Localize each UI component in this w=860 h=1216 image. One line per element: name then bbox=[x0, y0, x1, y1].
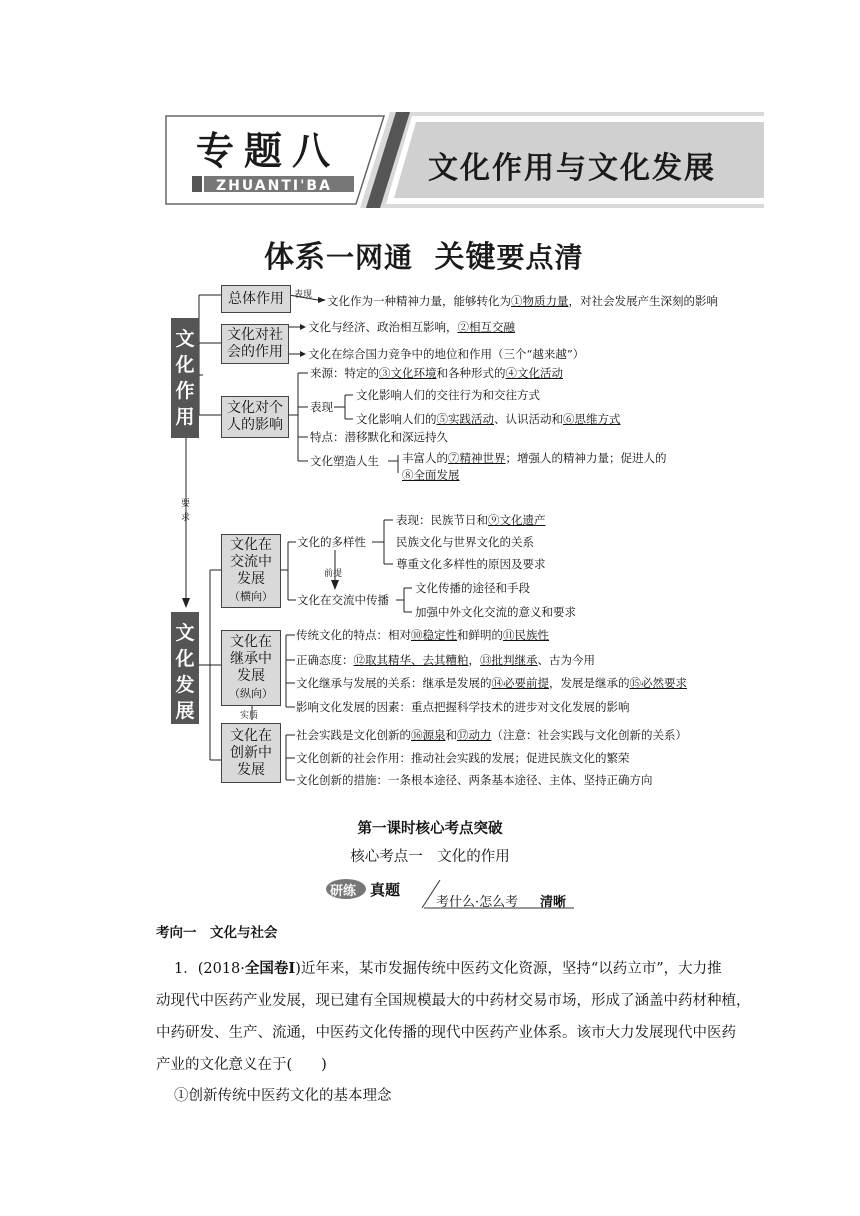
question-1-line-3: 中药研发、生产、流通，中医药文化传播的现代中医药产业体系。该市大力发展现代中医药 bbox=[156, 1025, 736, 1041]
system-title-part3: 关键 bbox=[434, 240, 497, 275]
link-essence: 实质 bbox=[240, 711, 259, 721]
question-1-line-1: 1．(2018·全国卷Ⅰ)近年来，某市发掘传统中医药文化资源，坚持“以药立市”，大力推 bbox=[174, 960, 722, 977]
person-feature: 特点：潜移默化和深远持久 bbox=[310, 430, 448, 444]
lesson-title: 第一课时核心考点突破 bbox=[357, 820, 503, 837]
person-shape-label: 文化塑造人生 bbox=[310, 454, 379, 468]
spread-label: 文化在交流中传播 bbox=[297, 593, 389, 607]
node-inherit-development: 文化在 继承中 发展 （纵向） bbox=[221, 630, 281, 706]
link-requirement: 要求 bbox=[181, 499, 191, 523]
category-culture-role: 文化作用 bbox=[171, 318, 199, 438]
badge-text-2: 真题 bbox=[370, 881, 401, 899]
question-1-line-2: 动现代中医药产业发展，现已建有全国规模最大的中药材交易市场，形成了涵盖中药材种植， bbox=[156, 993, 751, 1009]
inherit-item-2: 正确态度：⑫取其精华、去其糟粕，⑬批判继承、古为今用 bbox=[296, 653, 595, 667]
spread-item-1: 文化传播的途径和手段 bbox=[415, 581, 530, 595]
inherit-item-1: 传统文化的特点：相对⑩稳定性和鲜明的⑪民族性 bbox=[296, 628, 549, 642]
person-manifest-1: 文化影响人们的交往行为和交往方式 bbox=[356, 388, 540, 402]
diversity-item-2: 民族文化与世界文化的关系 bbox=[396, 535, 534, 549]
badge-text-3: 考什么·怎么考 bbox=[436, 895, 519, 910]
diversity-item-3: 尊重文化多样性的原因及要求 bbox=[396, 557, 546, 571]
person-manifest-2: 文化影响人们的⑤实践活动、认识活动和⑥思维方式 bbox=[356, 412, 621, 426]
node-overall-role: 总体作用 bbox=[221, 285, 291, 313]
link-premise: 前提 bbox=[324, 569, 343, 579]
node-person-role: 文化对个 人的影响 bbox=[221, 396, 289, 438]
node-society-role: 文化对社 会的作用 bbox=[221, 324, 289, 364]
diversity-item-1: 表现：民族节日和⑨文化遗产 bbox=[396, 513, 546, 527]
core-point-title: 核心考点一 文化的作用 bbox=[350, 849, 510, 865]
innovate-item-2: 文化创新的社会作用：推动社会实践的发展；促进民族文化的繁荣 bbox=[296, 751, 630, 765]
person-shape-1: 丰富人的⑦精神世界；增强人的精神力量；促进人的 bbox=[402, 451, 667, 465]
person-manifest-label: 表现 bbox=[310, 400, 333, 414]
category-culture-development: 文化发展 bbox=[171, 612, 199, 724]
person-source: 来源：特定的③文化环境和各种形式的④文化活动 bbox=[310, 366, 563, 380]
inherit-item-4: 影响文化发展的因素：重点把握科学技术的进步对文化发展的影响 bbox=[296, 700, 630, 714]
system-title-part4: 要点清 bbox=[496, 241, 584, 274]
system-title-part2: 一网通 bbox=[326, 241, 414, 274]
inherit-item-3: 文化继承与发展的关系：继承是发展的⑭必要前提，发展是继承的⑮必然要求 bbox=[296, 676, 687, 690]
question-1-line-4: 产业的文化意义在于( ) bbox=[156, 1057, 327, 1073]
badge-text-1: 研练 bbox=[330, 884, 357, 899]
innovate-item-3: 文化创新的措施：一条根本途径、两条基本途径、主体、坚持正确方向 bbox=[296, 773, 653, 787]
node-exchange-development: 文化在 交流中 发展 （横向） bbox=[221, 534, 281, 608]
label-manifest: 表现 bbox=[294, 290, 313, 300]
system-title-part1: 体系 bbox=[264, 240, 326, 275]
practice-badge bbox=[326, 876, 576, 910]
spread-item-2: 加强中外文化交流的意义和要求 bbox=[415, 605, 576, 619]
direction-title: 考向一 文化与社会 bbox=[156, 925, 278, 941]
overall-text: 文化作为一种精神力量，能够转化为①物质力量，对社会发展产生深刻的影响 bbox=[327, 294, 718, 308]
society-item-1: 文化与经济、政治相互影响，②相互交融 bbox=[308, 320, 515, 334]
chapter-pinyin: ZHUANTI'BA bbox=[216, 178, 332, 194]
option-1: ①创新传统中医药文化的基本理念 bbox=[174, 1088, 392, 1104]
chapter-subtitle: 文化作用与文化发展 bbox=[428, 151, 716, 186]
system-title bbox=[264, 232, 584, 276]
node-innovate-development: 文化在 创新中 发展 bbox=[221, 723, 281, 783]
badge-text-4: 清晰 bbox=[540, 895, 567, 910]
person-shape-2: ⑧全面发展 bbox=[402, 468, 460, 482]
society-item-2: 文化在综合国力竞争中的地位和作用（三个“越来越”） bbox=[308, 347, 585, 361]
chapter-title: 专题八 bbox=[196, 129, 341, 173]
innovate-item-1: 社会实践是文化创新的⑯源泉和⑰动力（注意：社会实践与文化创新的关系） bbox=[296, 728, 687, 742]
diversity-label: 文化的多样性 bbox=[297, 535, 366, 549]
